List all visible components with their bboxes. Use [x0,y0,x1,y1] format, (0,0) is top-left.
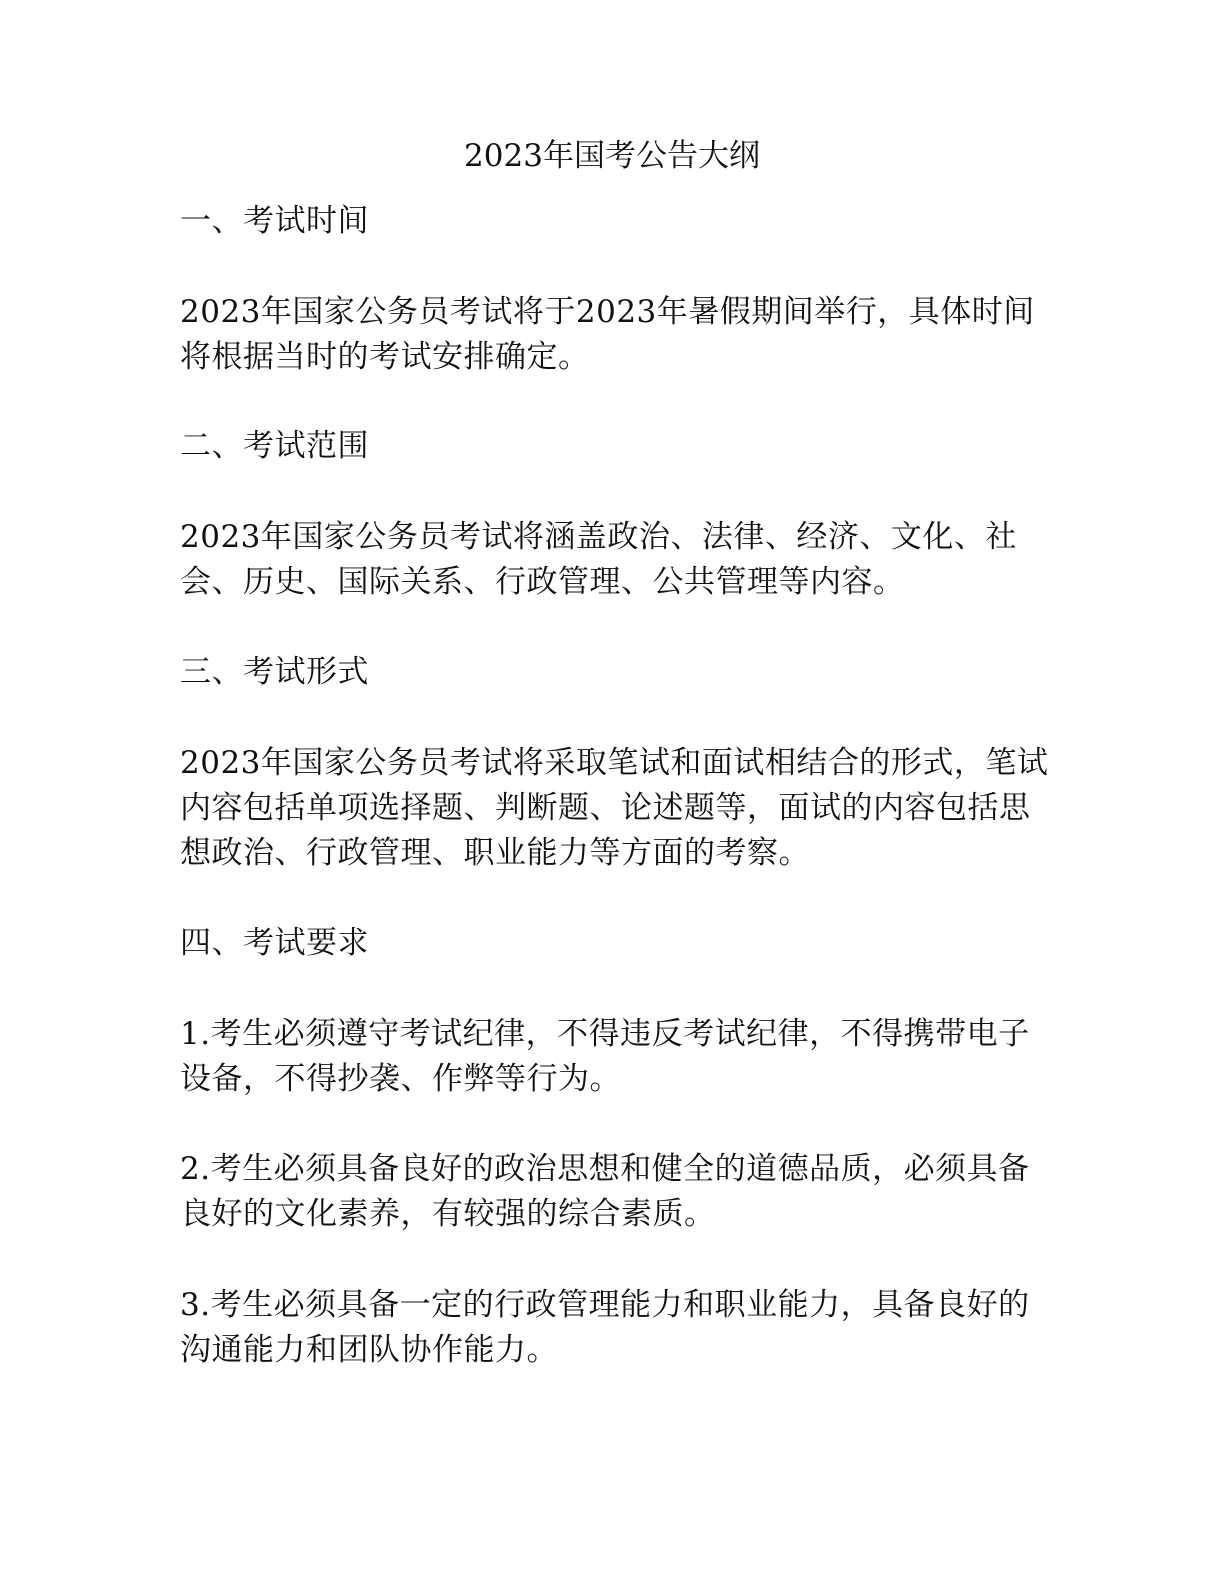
section-body-exam-scope: 2023年国家公务员考试将涵盖政治、法律、经济、文化、社会、历史、国际关系、行政管理、公共管理等内容。 [180,519,1017,600]
section-heading-exam-scope: 二、考试范围 [180,428,369,464]
list-item: 3.考生必须具备一定的行政管理能力和职业能力，具备良好的沟通能力和团队协作能力。 [180,1287,1030,1368]
list-item: 1.考生必须遵守考试纪律，不得违反考试纪律，不得携带电子设备，不得抄袭、作弊等行为。 [180,1016,1030,1097]
page-title: 2023年国考公告大纲 [464,138,760,174]
section-body-exam-time: 2023年国家公务员考试将于2023年暑假期间举行，具体时间将根据当时的考试安排确定。 [180,294,1035,375]
section-heading-exam-format: 三、考试形式 [180,654,369,690]
list-item: 2.考生必须具备良好的政治思想和健全的道德品质，必须具备良好的文化素养，有较强的综合素质。 [180,1151,1030,1232]
section-heading-exam-requirements: 四、考试要求 [180,925,369,961]
section-body-exam-format: 2023年国家公务员考试将采取笔试和面试相结合的形式，笔试内容包括单项选择题、判断题、论述题等，面试的内容包括思想政治、行政管理、职业能力等方面的考察。 [180,745,1049,871]
section-heading-exam-time: 一、考试时间 [180,203,369,239]
